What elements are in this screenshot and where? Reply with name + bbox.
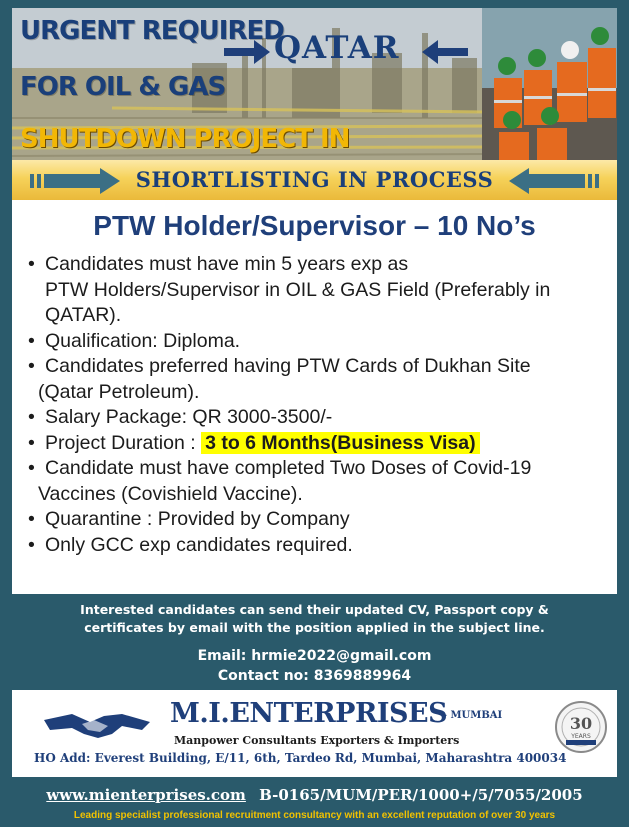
job-details-panel (12, 200, 617, 594)
website-link[interactable]: www.mienterprises.com (46, 786, 246, 804)
header-banner (12, 8, 617, 160)
list-item: • Qualification: Diploma. (28, 329, 613, 355)
list-item-continuation: QATAR). (45, 304, 122, 326)
seal-years: 30 (569, 714, 593, 733)
project-duration-value: 3 to 6 Months(Business Visa) (201, 432, 480, 454)
list-item-continuation: PTW Holders/Supervisor in OIL & GAS Field (Preferably in (45, 278, 551, 301)
oil-gas-heading: FOR OIL & GAS (20, 72, 226, 102)
apply-instructions (0, 601, 629, 637)
country-title: QATAR (274, 30, 400, 66)
list-item: • Only GCC exp candidates required. (28, 533, 613, 559)
email-label: Email (197, 648, 241, 664)
shutdown-project-heading: SHUTDOWN PROJECT IN (20, 124, 350, 154)
list-item-continuation: (Qatar Petroleum). (38, 380, 200, 403)
contact-label: Contact no: (217, 668, 314, 684)
requirements-list (28, 252, 613, 558)
company-city: – MUMBAI (442, 710, 503, 721)
list-item: • Candidates must have min 5 years exp as (28, 252, 613, 278)
license-number: B-0165/MUM/PER/1000+/5/7055/2005 (259, 786, 583, 804)
seal-word: YEARS (571, 733, 591, 740)
handshake-icon (42, 700, 152, 744)
contact-number[interactable]: 8369889964 (313, 668, 412, 684)
job-title: PTW Holder/Supervisor – 10 No’s (93, 210, 536, 241)
arrow-left-icon (422, 40, 468, 64)
shortlisting-banner (12, 160, 617, 200)
phone-line (0, 666, 629, 686)
list-item: • Quarantine : Provided by Company (28, 507, 613, 533)
project-duration-label: Project Duration : (45, 431, 202, 454)
email-address[interactable]: : hrmie2022@gmail.com (240, 648, 432, 664)
list-item: • Salary Package: QR 3000-3500/- (28, 405, 613, 431)
apply-line-2: certificates by email with the position applied in the subject line. (84, 620, 545, 635)
list-item-continuation: Vaccines (Covishield Vaccine). (38, 482, 303, 505)
shortlisting-text: SHORTLISTING IN PROCESS (135, 167, 494, 192)
workers-photo (482, 8, 617, 160)
footer-tagline: Leading specialist professional recruitment consultancy with an excellent reputation of over 30 years (73, 810, 556, 821)
contact-info (0, 646, 629, 686)
email-line (0, 646, 629, 666)
list-item (28, 431, 613, 457)
arrow-right-icon (224, 40, 270, 64)
company-tagline: Manpower Consultants Exporters & Importers (174, 734, 460, 747)
company-address: HO Add: Everest Building, E/11, 6th, Tardeo Rd, Mumbai, Maharashtra 400034 (34, 751, 567, 765)
arrow-left-icon (509, 168, 599, 194)
list-item: • Candidates preferred having PTW Cards of Dukhan Site (28, 354, 613, 380)
30-years-seal-icon (554, 700, 608, 754)
urgent-required-heading: URGENT REQUIRED (20, 16, 284, 46)
apply-line-1: Interested candidates can send their updated CV, Passport copy & (80, 602, 549, 617)
list-item: • Candidate must have completed Two Doses of Covid-19 (28, 456, 613, 482)
company-name: M.I.ENTERPRISES (170, 698, 448, 729)
company-box (12, 690, 617, 777)
footer-line (0, 786, 629, 804)
